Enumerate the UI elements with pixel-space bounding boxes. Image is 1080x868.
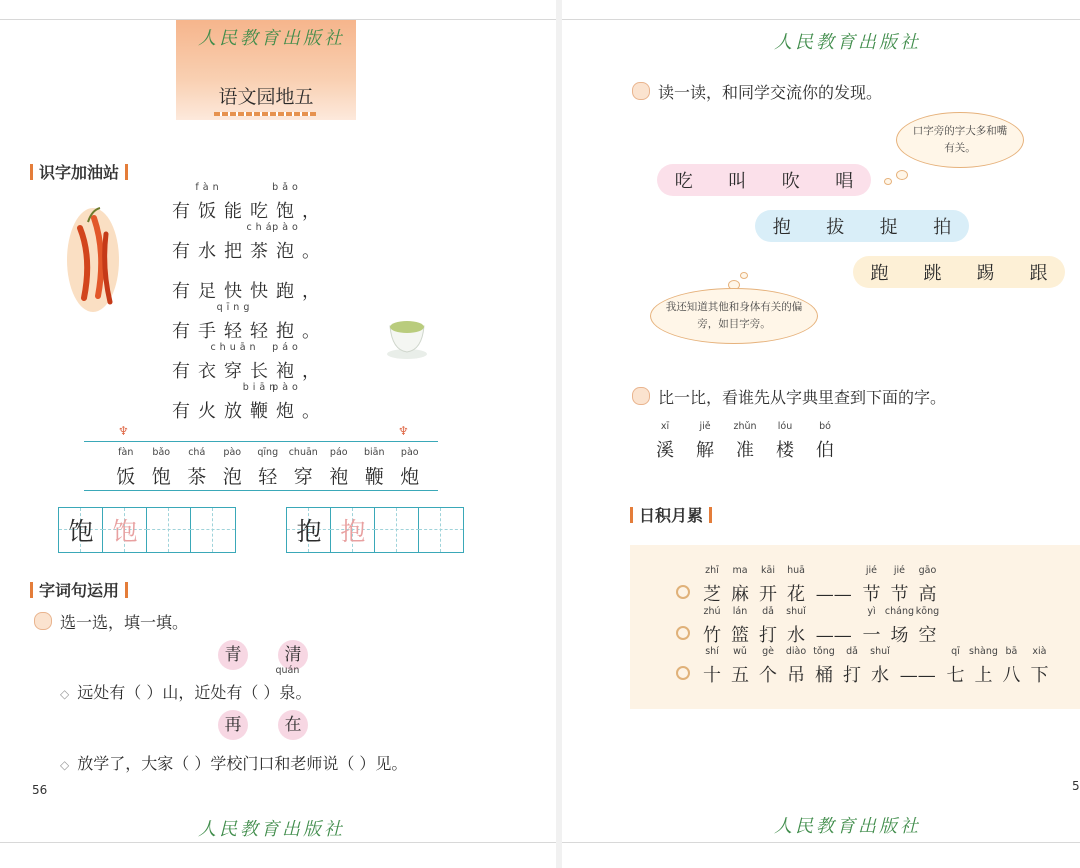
model-character: 饱 [68,517,94,546]
diamond-bullet-icon: ◇ [60,687,70,701]
word-group-mouth [657,164,871,196]
poem-char: 有 [172,201,194,222]
trace-character: 饱 [112,517,138,546]
pinyin: gāo [918,565,937,576]
idiom-char: kōng 空 [915,606,940,646]
pinyin: bā [1005,646,1018,657]
idiom-char: shí 十 [703,646,721,686]
poem-line [172,302,328,343]
pinyin: biān [363,447,385,458]
pinyin: lóu [777,421,793,432]
diamond-bullet-icon: ◇ [60,758,70,772]
idiom-char: shàng 上 [969,646,998,686]
exercise-dictionary: 比一比，看谁先从字典里查到下面的字。 [632,385,946,408]
sentence-2-text: 放学了，大家（ ）学校门口和老师说（ ）见。 [77,754,408,773]
dictionary-char: xī 溪 [656,421,674,461]
idiom-char: zhī 芝 [703,565,721,605]
title-underline [214,112,316,116]
poem-char: pào 泡 [272,222,302,262]
pinyin: qīng [216,302,254,313]
exercise-select-fill: 选一选，填一填。 [34,610,188,633]
poem-char: 有 [172,401,194,422]
pinyin: diào [785,646,807,657]
right-mark-icon: ♆ [398,424,409,438]
poem-char: 跑 [276,281,298,302]
page-title: 语文园地五 [218,86,314,108]
pinyin: lán [732,606,748,617]
idiom-char: kāi 开 [759,565,777,605]
pinyin: zhǔn [733,421,757,432]
pinyin: bǎo [272,182,302,193]
pinyin: jié [893,565,906,576]
grid-cell-empty[interactable] [419,508,463,552]
poem-char: 快 [250,281,272,302]
pinyin: chuān [288,447,318,458]
pinyin: shuǐ [870,646,890,657]
idiom-char: dǎ 打 [843,646,861,686]
idiom-char: zhú 竹 [703,606,721,646]
pinyin: yì [867,606,876,617]
pinyin: ma [732,565,748,576]
poem-char: chá 茶 [246,222,276,262]
section-heading-literacy: 识字加油站 [24,160,134,183]
poem-char: 长 [250,361,272,382]
pinyin: jiě [699,421,711,432]
publisher-logo-bottom-right: 人民教育出版社 [774,816,921,837]
pinyin: shí [705,646,719,657]
exercise-number-icon [632,387,650,405]
pinyin: tǒng [813,646,835,657]
word-char: 跳 [923,263,942,284]
grid-cell [103,508,147,552]
left-mark-icon: ♆ [118,424,129,438]
grid-cell [59,508,103,552]
poem-char: 有 [172,361,194,382]
poem-char: 足 [198,281,220,302]
word-char: 拍 [933,217,952,238]
chili-peppers-illustration [62,198,124,316]
word-char: 踢 [976,263,995,284]
thought-bubble-1: 口字旁的字大多和嘴有关。 [896,112,1024,168]
pinyin: zhī [705,565,719,576]
word-char: 跑 [870,263,889,284]
idiom-char: cháng 场 [884,606,915,646]
pinyin: kāi [761,565,775,576]
sentence-1: ◇ 远处有（ ）山，近处有（ ） quán 泉。 [60,665,312,702]
poem-line [172,342,328,383]
pinyin: chuān [210,342,260,353]
idiom-char: shuǐ 水 [870,646,890,686]
word-char: 拔 [826,217,845,238]
row-char: páo 袍 [329,447,349,488]
pinyin: xià [1032,646,1047,657]
choice-option[interactable]: 清 [278,640,308,670]
left-bottom-rule [0,842,556,843]
word-char: 唱 [835,171,854,192]
idiom-line [676,565,941,606]
idiom-line [676,646,1053,687]
idiom-dash: —— [810,584,858,605]
pinyin: bó [819,421,831,432]
poem-char: 手 [198,321,220,342]
char-row-bottom-rule [84,490,438,491]
dictionary-char: bó 伯 [816,421,834,461]
pinyin: zhú [703,606,721,617]
poem-char: 抱 [276,321,298,342]
poem-char: 衣 [198,361,220,382]
pinyin: fàn [195,182,223,193]
pinyin: páo [329,447,348,458]
idiom-char: diào 吊 [785,646,807,686]
exercise-number-icon [632,82,650,100]
word-char: 吃 [674,171,693,192]
sentence-2 [60,751,407,774]
pinyin: pào [272,222,302,233]
pinyin: pào [272,382,302,393]
row-char: biān 鞭 [363,447,385,488]
circle-bullet-icon [676,626,690,640]
poem-char: chuān 穿 [210,342,260,382]
choice-option[interactable]: 再 [218,710,248,740]
character-row [108,447,428,489]
word-char: 抱 [772,217,791,238]
char-row-top-rule [84,441,438,442]
poem-char: 轻 [250,321,272,342]
row-char: bǎo 饱 [151,447,171,488]
right-top-rule [562,19,1080,20]
publisher-logo-top-right: 人民教育出版社 [774,32,921,53]
idiom-char: tǒng 桶 [813,646,835,686]
pinyin: chá [188,447,206,458]
model-character: 抱 [296,517,322,546]
poem-char: ， [302,201,324,222]
word-char: 捉 [879,217,898,238]
page-number-left: 56 [32,783,48,797]
poem-line [172,222,328,263]
pinyin: pào [223,447,242,458]
choice-option[interactable]: 在 [278,710,308,740]
idiom-char: shuǐ 水 [786,606,806,646]
grid-cell [287,508,331,552]
poem-char: 快 [224,281,246,302]
idiom-char: jié 节 [862,565,881,605]
pinyin: dǎ [762,606,774,617]
poem-char: qīng 轻 [216,302,254,342]
poem-char: ， [302,361,324,382]
row-char: pào 泡 [222,447,242,488]
exercise-read-discuss: 读一读，和同学交流你的发现。 [632,80,882,103]
thought-dot [896,170,908,180]
grid-cell-empty[interactable] [191,508,235,552]
idiom-char: gāo 高 [918,565,937,605]
poem-char: 火 [198,401,220,422]
poem-char: 把 [224,241,246,262]
dictionary-char: lóu 楼 [776,421,794,461]
trace-character: 抱 [340,517,366,546]
row-char: pào 炮 [400,447,420,488]
writing-grid-1 [58,507,236,553]
thought-dot [884,178,892,185]
page-number-right: 5 [1072,779,1080,793]
idiom-char: wǔ 五 [731,646,749,686]
word-group-hand [755,210,969,242]
tea-cup-illustration [382,312,432,362]
circle-bullet-icon [676,585,690,599]
pinyin: qīng [257,447,279,458]
pinyin: wǔ [733,646,747,657]
grid-cell-empty[interactable] [147,508,191,552]
poem-char: páo 袍 [272,342,302,382]
choice-option[interactable]: 青 [218,640,248,670]
sentence-1-text: 远处有（ ）山，近处有（ ） [77,683,280,702]
poem-char: 放 [224,401,246,422]
dictionary-char: zhǔn 准 [733,421,757,461]
row-char: chuān 穿 [288,447,318,488]
dictionary-characters [652,421,852,462]
poem-char: 有 [172,241,194,262]
pinyin: xī [660,421,670,432]
idiom-char: huā 花 [787,565,805,605]
publisher-logo-bottom-left: 人民教育出版社 [198,819,345,840]
pinyin: biān [242,382,280,393]
right-bottom-rule [562,842,1080,843]
poem-line [172,182,328,223]
idiom-char: qī 七 [946,646,965,686]
poem-char: 吃 [250,201,272,222]
poem-line [172,382,328,423]
idiom-char: ma 麻 [731,565,749,605]
pinyin: shuǐ [786,606,806,617]
section-heading-word-usage: 字词句运用 [24,578,134,601]
grid-cell [331,508,375,552]
poem-char: 能 [224,201,246,222]
pinyin: gè [762,646,774,657]
poem-line [172,277,328,303]
pinyin: qī [951,646,960,657]
dictionary-char: jiě 解 [696,421,714,461]
pinyin: chá [246,222,276,233]
word-char: 跟 [1029,263,1048,284]
word-char: 吹 [781,171,800,192]
idiom-char: gè 个 [759,646,777,686]
pinyin: kōng [915,606,940,617]
section-heading-accumulation: 日积月累 [624,503,718,526]
idiom-char: dǎ 打 [759,606,777,646]
exercise-number-icon [34,612,52,630]
writing-grid-2 [286,507,464,553]
idiom-dash: —— [810,625,858,646]
grid-cell-empty[interactable] [375,508,419,552]
poem-char: 水 [198,241,220,262]
thought-bubble-2: 我还知道其他和身体有关的偏旁，如目字旁。 [650,288,818,344]
pinyin: pào [400,447,419,458]
idiom-dash: —— [894,665,942,686]
poem-char: 有 [172,281,194,302]
row-char: qīng 轻 [257,447,279,488]
poem-char: 有 [172,321,194,342]
word-char: 叫 [728,171,747,192]
idiom-line [676,606,941,647]
pinyin: huā [787,565,805,576]
idiom-char: xià 下 [1030,646,1049,686]
idiom-char: bā 八 [1002,646,1021,686]
row-char: chá 茶 [187,447,207,488]
idiom-char: lán 篮 [731,606,749,646]
poem-char: 。 [302,401,324,422]
poem-char: 。 [302,241,324,262]
poem-char: pào 炮 [272,382,302,422]
idiom-char: yì 一 [862,606,881,646]
poem-char: biān 鞭 [242,382,280,422]
poem-char: 。 [302,321,324,342]
pinyin: cháng [884,606,915,617]
sentence-1-char: quán 泉 [275,665,300,702]
row-char: fàn 饭 [116,447,136,488]
pinyin: páo [272,342,302,353]
publisher-logo-top-left: 人民教育出版社 [198,28,345,49]
pinyin: dǎ [846,646,858,657]
circle-bullet-icon [676,666,690,680]
idiom-char: jié 节 [890,565,909,605]
pinyin: jié [865,565,878,576]
pinyin: bǎo [152,447,171,458]
pinyin: fàn [118,447,134,458]
word-group-foot [853,256,1065,288]
thought-dot [740,272,748,279]
poem-char: bǎo 饱 [272,182,302,222]
pinyin: shàng [969,646,998,657]
poem-char: fàn 饭 [195,182,223,222]
poem-char: ， [302,281,324,302]
